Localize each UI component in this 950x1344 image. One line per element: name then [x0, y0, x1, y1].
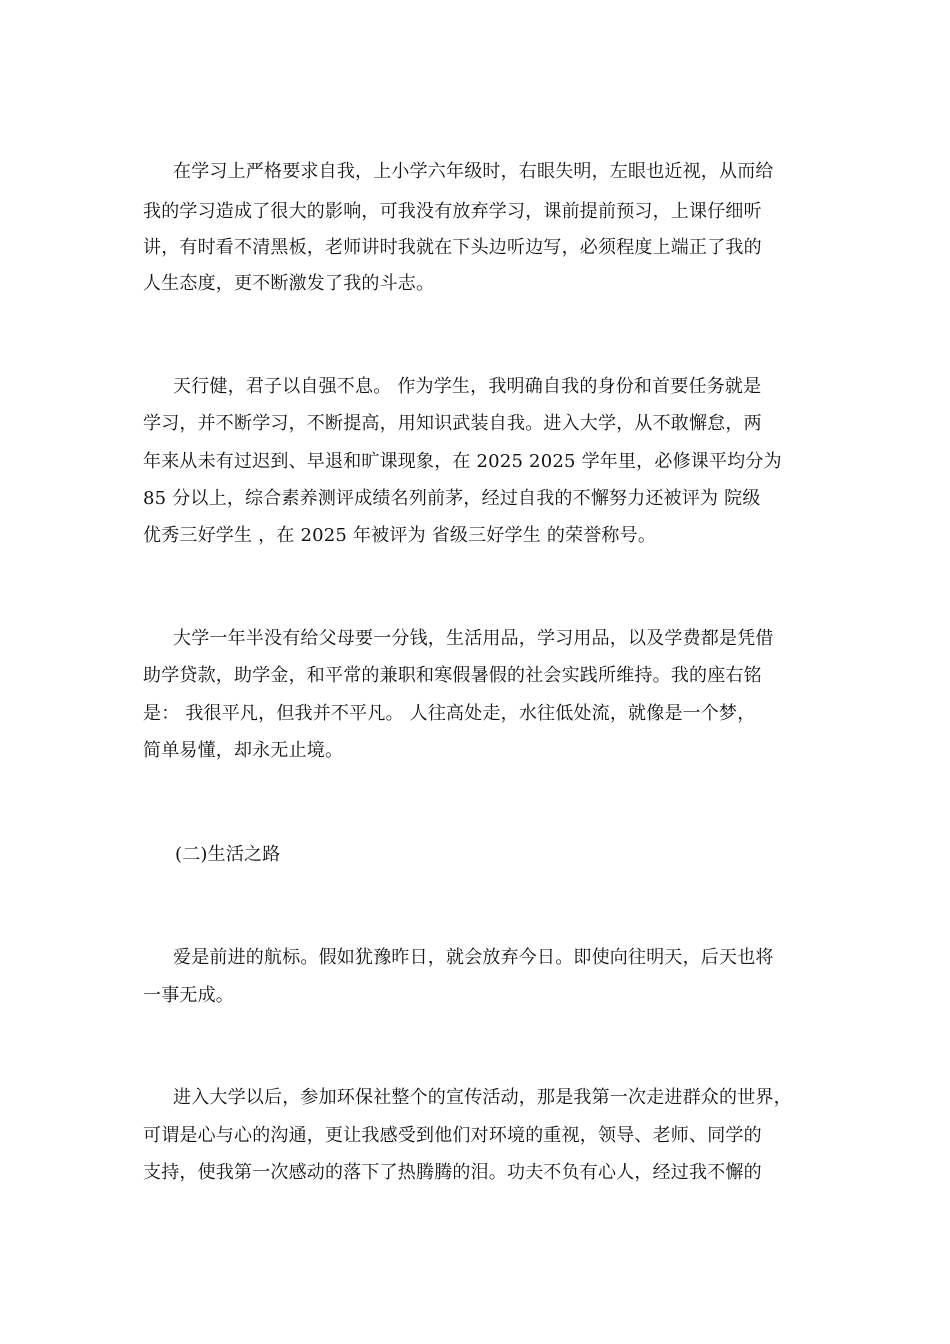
paragraph-2-line-4: 85 分以上，综合素养测评成绩名列前茅，经过自我的不懈努力还被评为 院级	[143, 488, 761, 509]
paragraph-1-line-2: 我的学习造成了很大的影响，可我没有放弃学习，课前提前预习，上课仔细听	[143, 201, 762, 222]
paragraph-2-line-3: 年来从未有过迟到、早退和旷课现象，在 2025 2025 学年里，必修课平均分为	[143, 451, 782, 472]
paragraph-2-line-2: 学习，并不断学习，不断提高，用知识武装自我。进入大学，从不敢懈怠，两	[143, 413, 762, 434]
paragraph-6-line-1: 进入大学以后，参加环保社整个的宣传活动，那是我第一次走进群众的世界，	[173, 1087, 792, 1108]
paragraph-3-line-1: 大学一年半没有给父母要一分钱，生活用品，学习用品，以及学费都是凭借	[173, 628, 774, 649]
paragraph-5-line-1: 爱是前进的航标。假如犹豫昨日，就会放弃今日。即使向往明天，后天也将	[173, 947, 774, 968]
paragraph-2-line-1: 天行健，君子以自强不息。 作为学生，我明确自我的身份和首要任务就是	[173, 376, 762, 397]
paragraph-3-line-4: 简单易懂，却永无止境。	[143, 740, 344, 761]
paragraph-6-line-3: 支持，使我第一次感动的落下了热腾腾的泪。功夫不负有心人，经过我不懈的	[143, 1162, 762, 1183]
paragraph-1-line-4: 人生态度，更不断激发了我的斗志。	[143, 273, 435, 294]
paragraph-1-line-1: 在学习上严格要求自我，上小学六年级时，右眼失明，左眼也近视，从而给	[173, 161, 774, 182]
paragraph-3-line-2: 助学贷款，助学金，和平常的兼职和寒假暑假的社会实践所维持。我的座右铭	[143, 665, 762, 686]
paragraph-2-line-5: 优秀三好学生 ，在 2025 年被评为 省级三好学生 的荣誉称号。	[143, 525, 657, 546]
paragraph-6-line-2: 可谓是心与心的沟通，更让我感受到他们对环境的重视，领导、老师、同学的	[143, 1125, 762, 1146]
paragraph-1-line-3: 讲，有时看不清黑板，老师讲时我就在下头边听边写，必须程度上端正了我的	[143, 237, 762, 258]
paragraph-3-line-3: 是： 我很平凡，但我并不平凡。 人往高处走，水往低处流，就像是一个梦，	[143, 703, 756, 724]
section-heading: (二)生活之路	[175, 844, 281, 865]
paragraph-5-line-2: 一事无成。	[143, 985, 234, 1006]
